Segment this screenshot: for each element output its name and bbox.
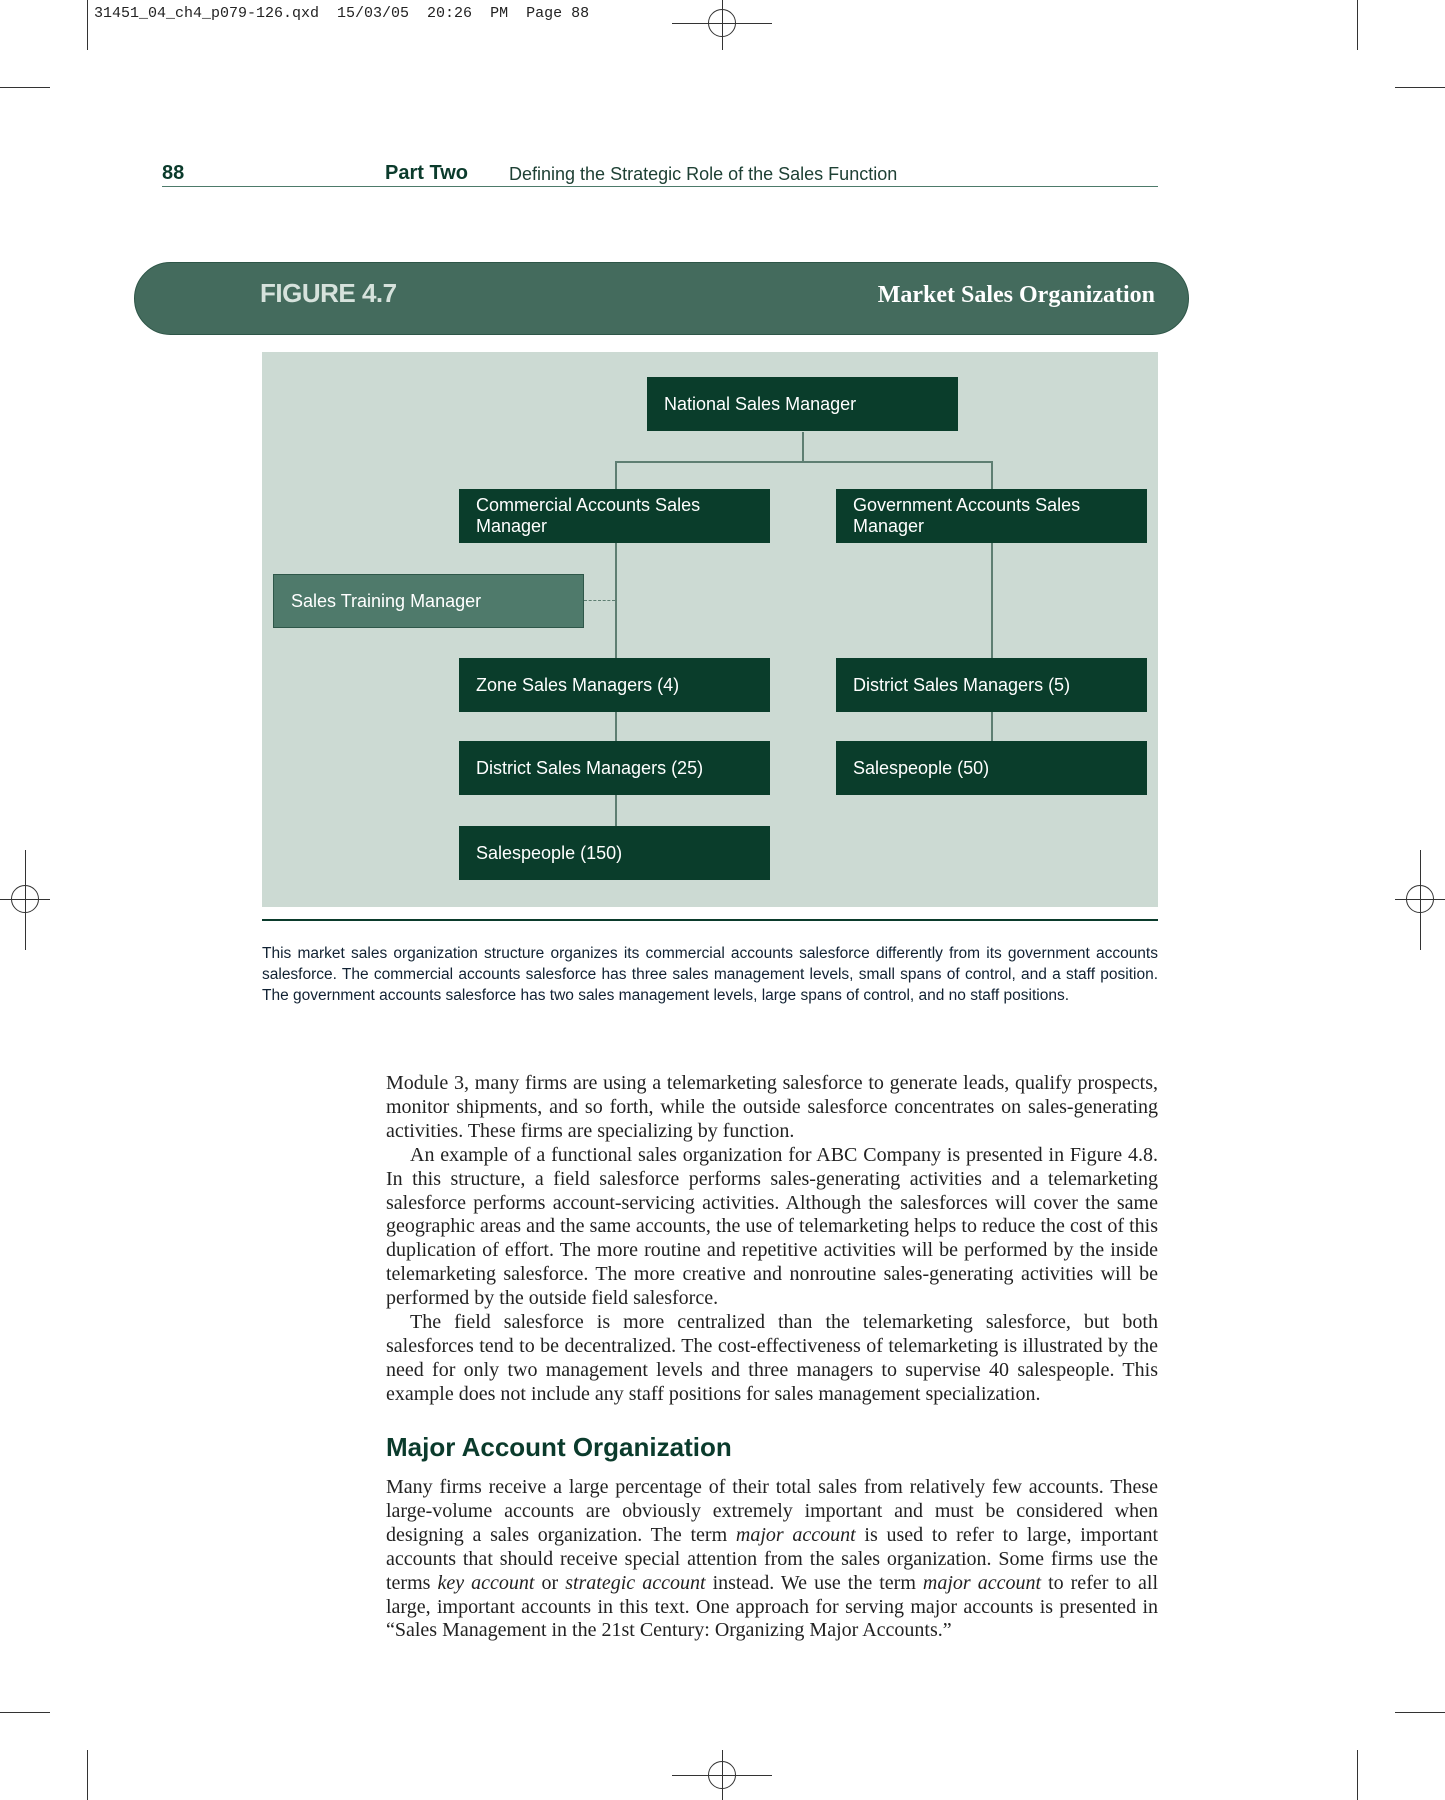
staff-connector [584,600,615,601]
figure-number: FIGURE 4.7 [260,278,397,308]
paragraph: An example of a functional sales organization for ABC Company is presented in Figure 4.8. In this structure, a field salesforce performs sales-generating activities and a telemarketing salesforce performs account-servicing activities. Although the salesforces will cover the same geographic areas and the same accounts, the use of telemarketing helps to reduce the cost of this duplication of effort. The more routine and repetitive activities will be performed by the inside telemarketing salesforce. The more creative and nonroutine sales-generating activities will be performed by the outside field salesforce. [386,1143,1158,1310]
section-heading: Major Account Organization [386,1432,732,1462]
text: is used to refer to large, important accounts that should receive special attention from the sales organization. Some firms use the terms [386,1523,1159,1594]
paragraph: Module 3, many firms are using a telemarketing salesforce to generate leads, qualify prospects, monitor shipments, and so forth, while the outside salesforce concentrates on sales-generating activities. These firms are specializing by function. [386,1072,1158,1142]
org-chart-panel [262,352,1158,907]
org-box-sales-training-manager: Sales Training Manager [273,574,584,628]
figure-caption: This market sales organization structure organizes its commercial accounts salesforce differently from its government accounts salesforce. The commercial accounts salesforce has three sales management levels, small spans of control, and a staff position. The government accounts salesforce has two sales management levels, large spans of control, and no staff positions. [262,945,1158,1004]
term: major account [922,1571,1042,1594]
crop-mark [1395,1712,1445,1713]
registration-mark [1406,885,1434,913]
paragraph [386,1476,1158,1643]
paragraph: The field salesforce is more centralized than the telemarketing salesforce, but both salesforces tend to be decentralized. The cost-effectiveness of telemarketing is illustrated by the need for only two management levels and three managers to supervise 40 salespeople. This example does not include any staff positions for sales management specialization. [386,1311,1158,1405]
crop-mark [1395,87,1445,88]
text: Many firms receive a large percentage of their total sales from relatively few accounts. These large-volume accounts are obviously extremely important and must be considered when designing a sales organization. The term [386,1476,1158,1546]
connector [615,461,992,463]
figure-title: Market Sales Organization [877,282,1155,308]
crop-mark [0,1712,50,1713]
running-head: Defining the Strategic Role of the Sales Function [509,164,898,184]
org-box-salespeople-150: Salespeople (150) [459,826,770,880]
org-box-district-sales-managers-25: District Sales Managers (25) [459,741,770,795]
connector [991,461,993,489]
part-label: Part Two [385,162,468,184]
crop-mark [1357,0,1358,50]
org-box-government-accounts: Government Accounts Sales Manager [836,489,1147,543]
text: to refer to all large, important accounts in this text. One approach for serving major accounts is presented in “Sales Management in the 21st Century: Organizing Major Accounts.” [386,1571,1158,1642]
text: or [534,1571,566,1594]
crop-mark [87,1750,88,1800]
header-rule [162,186,1158,187]
registration-mark [708,1761,736,1789]
org-box-commercial-accounts: Commercial Accounts Sales Manager [459,489,770,543]
term: key account [437,1571,535,1594]
print-slug: 31451_04_ch4_p079-126.qxd 15/03/05 20:26 PM Page 88 [94,5,590,22]
org-box-salespeople-50: Salespeople (50) [836,741,1147,795]
term: strategic account [565,1571,706,1594]
crop-mark [1357,1750,1358,1800]
org-box-zone-sales-managers: Zone Sales Managers (4) [459,658,770,712]
page-number: 88 [162,162,185,184]
connector [615,461,617,489]
org-box-district-sales-managers-5: District Sales Managers (5) [836,658,1147,712]
crop-mark [87,0,88,50]
registration-mark [11,885,39,913]
term: major account [735,1523,856,1546]
connector [802,432,804,461]
body-text [386,1476,1158,1643]
body-text [386,1072,1158,1407]
crop-mark [0,87,50,88]
text: instead. We use the term [705,1571,923,1594]
registration-mark [708,9,736,37]
org-box-national-sales-manager: National Sales Manager [647,377,958,431]
figure-rule [262,919,1158,921]
